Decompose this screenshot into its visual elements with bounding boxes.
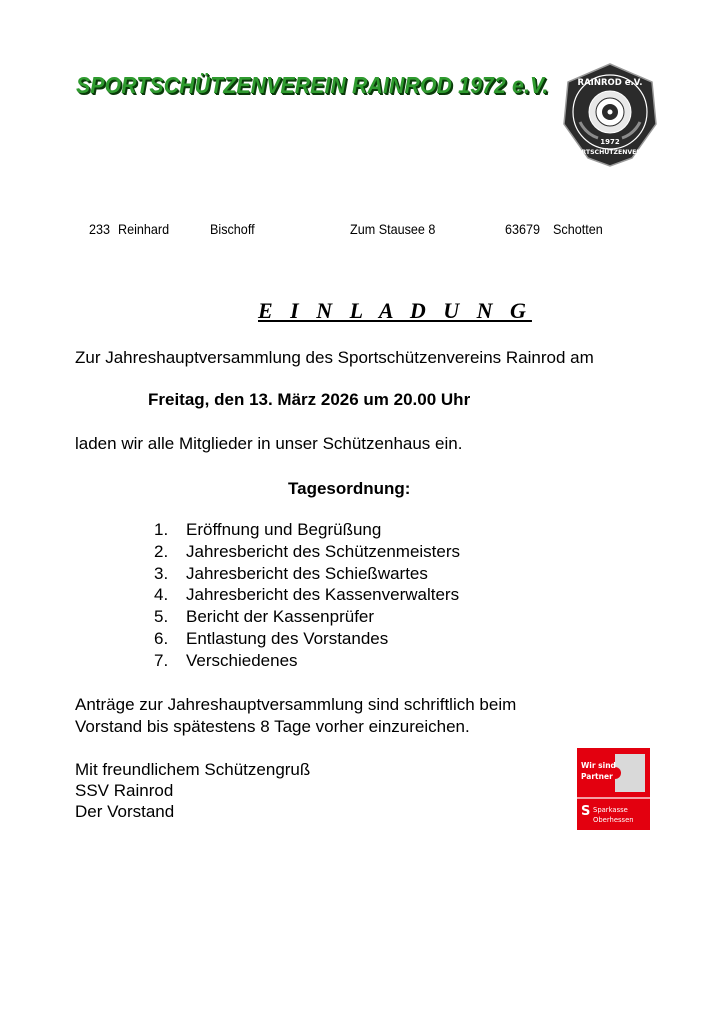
agenda-title: Tagesordnung:: [288, 479, 411, 498]
agenda-text: Jahresbericht des Schießwartes: [186, 563, 428, 583]
agenda-item: [154, 584, 460, 606]
agenda-number: 3.: [154, 563, 169, 583]
agenda-item: [154, 650, 460, 672]
city: Schotten: [553, 221, 603, 237]
club-name: SPORTSCHÜTZENVEREIN RAINROD 1972 e.V.: [76, 72, 549, 98]
first-name: Reinhard: [118, 221, 170, 237]
sparkasse-logo: [577, 748, 650, 830]
agenda-text: Eröffnung und Begrüßung: [186, 520, 382, 539]
closing-line-1: Mit freundlichem Schützengruß: [75, 760, 311, 779]
slogan-line-2: Partner: [581, 772, 613, 781]
meeting-date: Freitag, den 13. März 2026 um 20.00 Uhr: [148, 390, 471, 409]
street: Zum Stausee 8: [350, 221, 436, 237]
agenda-item: [154, 541, 460, 563]
club-badge: [560, 62, 660, 168]
agenda-number: 5.: [154, 607, 169, 627]
badge-target-center: [608, 110, 613, 115]
address-line: [0, 221, 724, 239]
agenda-number: 6.: [154, 628, 169, 648]
agenda-text: Entlastung des Vorstandes: [186, 628, 389, 648]
closing-line-2: SSV Rainrod: [75, 781, 174, 800]
invite-text: laden wir alle Mitglieder in unser Schützenhaus ein.: [75, 434, 463, 453]
last-name: Bischoff: [210, 221, 255, 237]
agenda-text: Bericht der Kassenprüfer: [186, 607, 375, 627]
slogan-line-1: Wir sind: [581, 761, 616, 770]
agenda-text: Jahresbericht des Schützenmeisters: [186, 541, 461, 561]
intro-text: Zur Jahreshauptversammlung des Sportschützenvereins Rainrod am: [75, 348, 594, 367]
closing-line-3: Der Vorstand: [75, 802, 175, 821]
badge-bottom-text: SPORTSCHÜTZENVEREIN: [567, 149, 653, 156]
agenda-number: 2.: [154, 541, 169, 561]
agenda-item: [154, 606, 460, 628]
agenda-item: [154, 519, 460, 541]
invitation-heading: E I N L A D U N G: [258, 298, 532, 323]
requests-line-2: Vorstand bis spätestens 8 Tage vorher einzureichen.: [75, 717, 470, 736]
agenda-number: 4.: [154, 585, 169, 605]
badge-top-text: RAINROD e.V.: [577, 78, 643, 88]
sparkasse-s-icon: S: [581, 804, 591, 819]
agenda-item: [154, 563, 460, 585]
badge-year: 1972: [600, 138, 620, 146]
agenda-text: Jahresbericht des Kassenverwalters: [186, 585, 460, 605]
agenda-list: [154, 519, 460, 672]
agenda-item: [154, 628, 460, 650]
bank-name-line-1: Sparkasse: [593, 806, 628, 814]
bank-name-line-2: Oberhessen: [593, 816, 634, 824]
agenda-text: Verschiedenes: [186, 650, 298, 670]
agenda-number: 1.: [154, 520, 169, 539]
requests-line-1: Anträge zur Jahreshauptversammlung sind schriftlich beim: [75, 695, 517, 714]
zip-code: 63679: [505, 221, 541, 237]
agenda-number: 7.: [154, 650, 169, 670]
member-number: 233: [89, 221, 111, 237]
